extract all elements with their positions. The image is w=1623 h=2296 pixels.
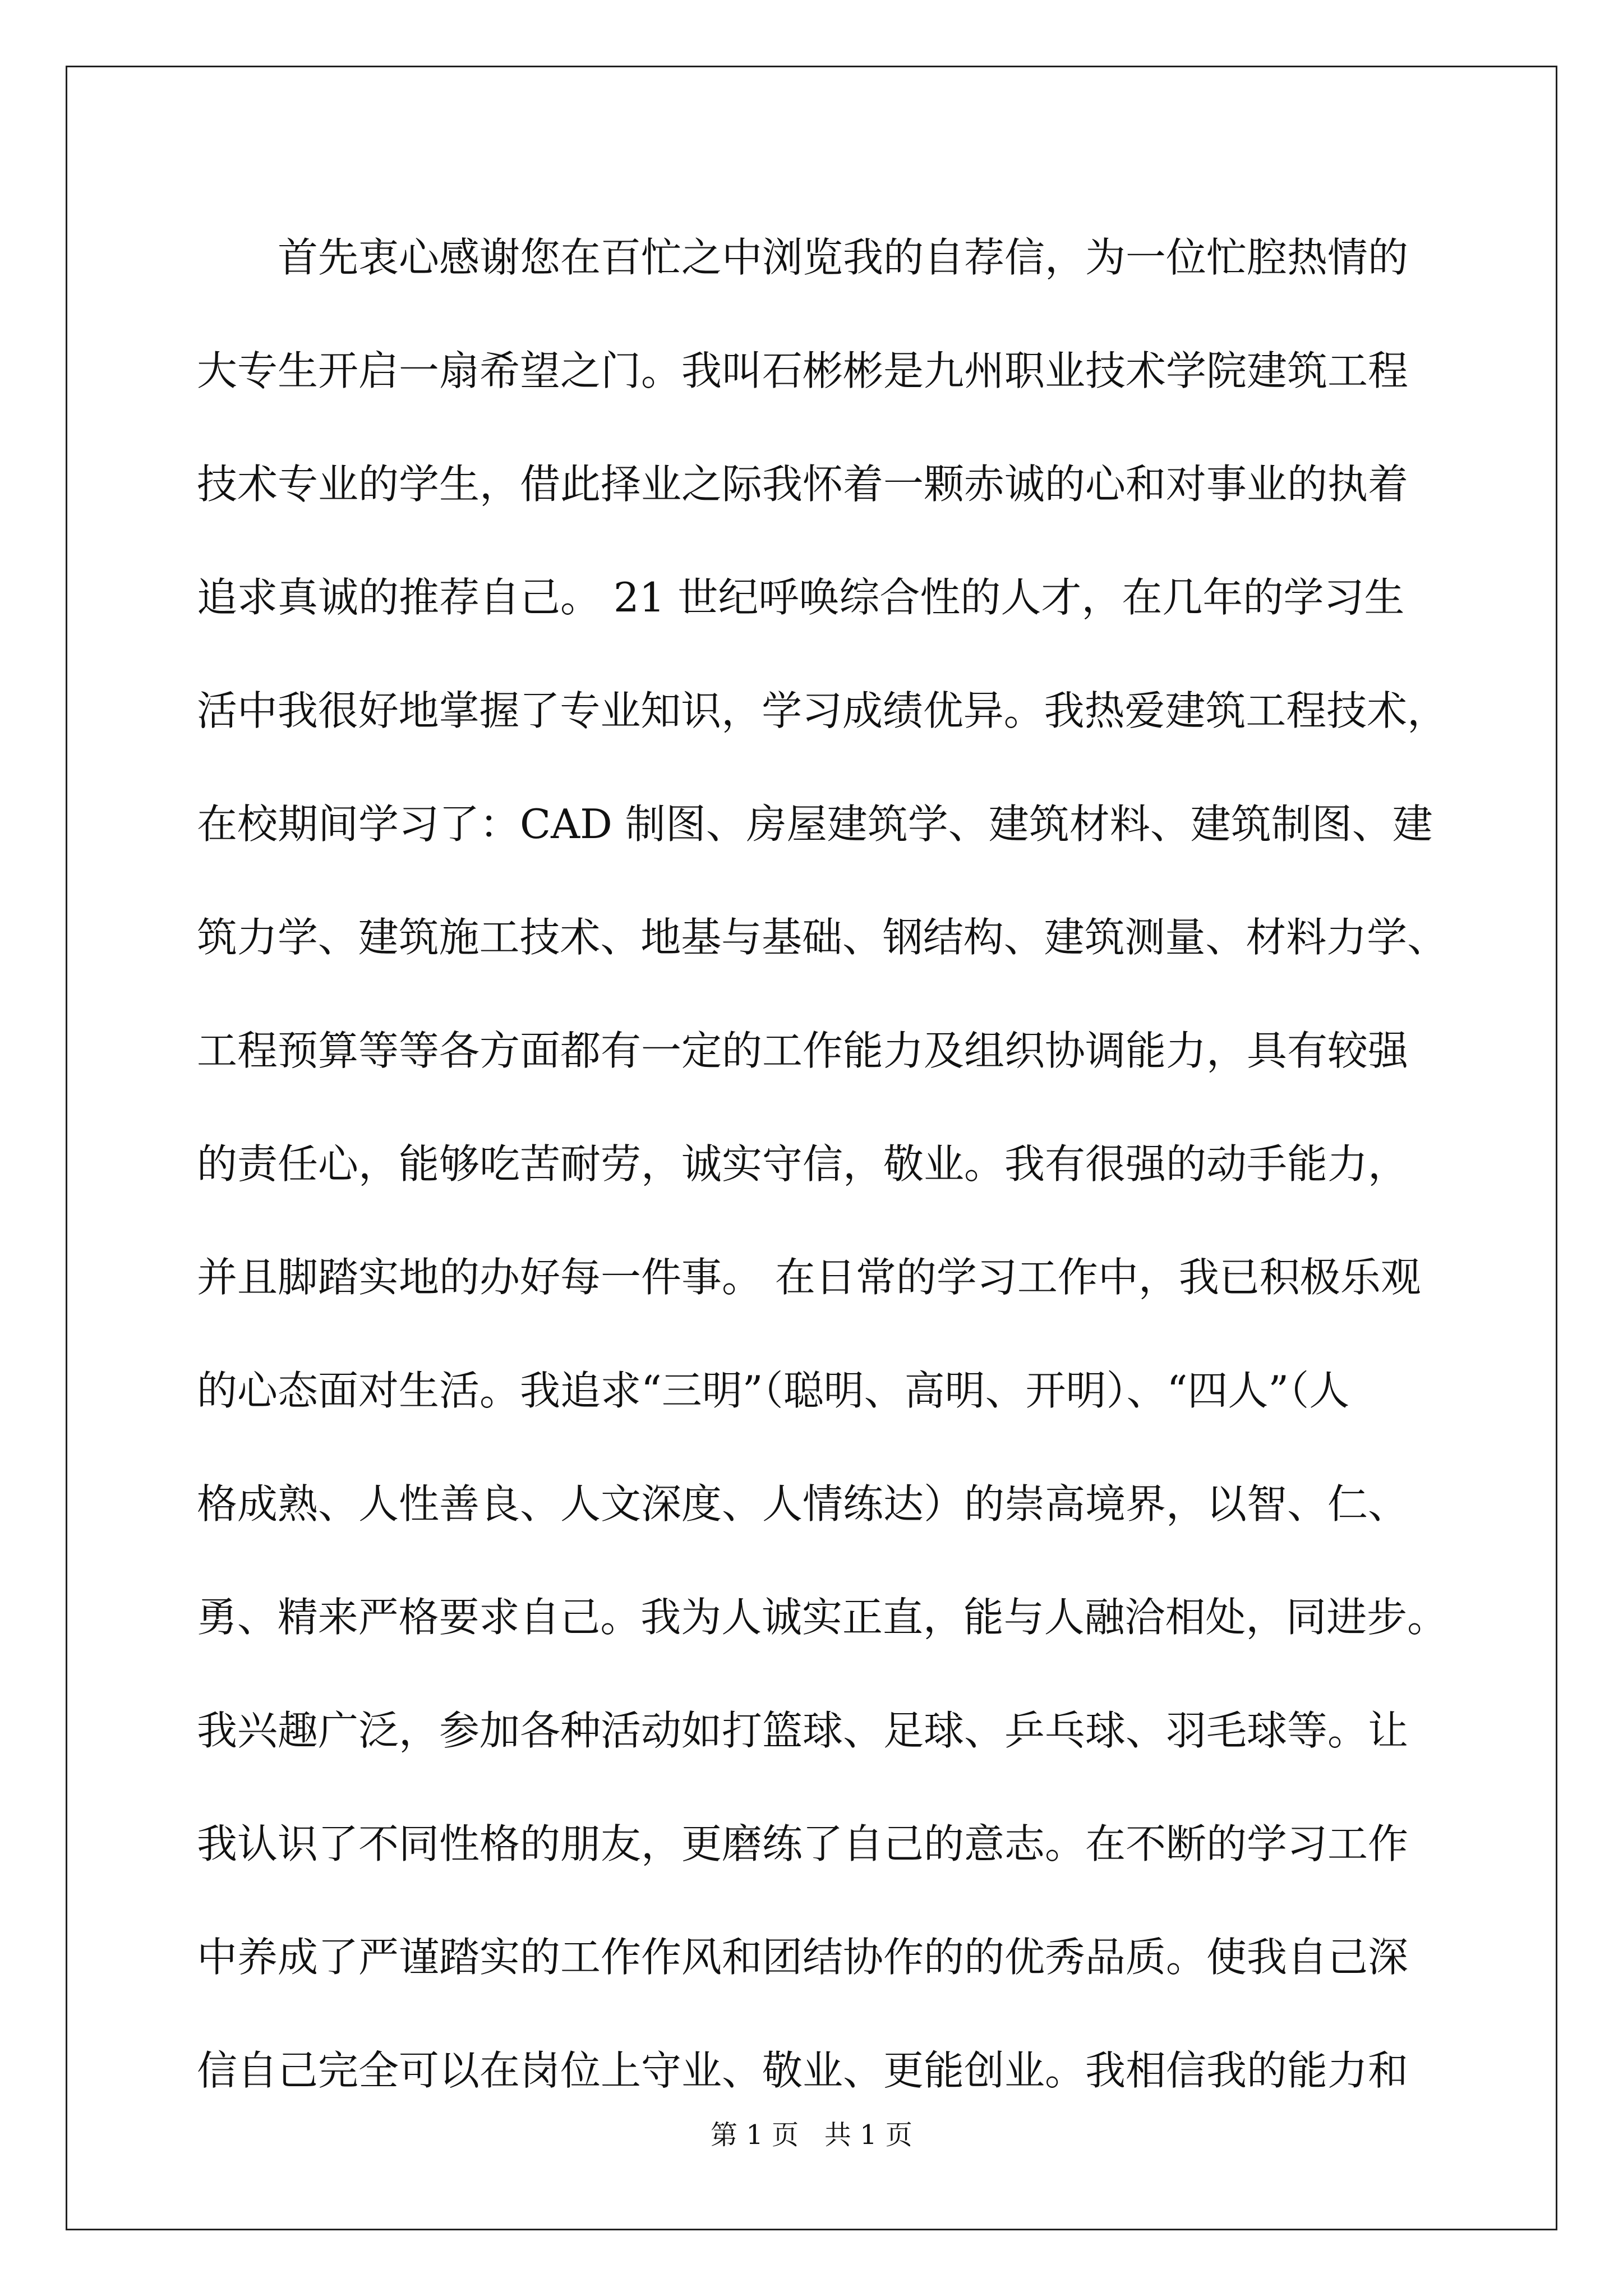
text-line: 格成熟、人性善良、人文深度、人情练达）的崇高境界，以智、仁、 [197,1480,1409,1527]
text-line: 追求真诚的推荐自己。 21 世纪呼唤综合性的人才，在几年的学习生 [197,574,1405,621]
text-line: 并且脚踏实地的办好每一件事。 在日常的学习工作中，我已积极乐观 [197,1254,1421,1301]
text-line: 我认识了不同性格的朋友，更磨练了自己的意志。在不断的学习工作 [197,1820,1409,1867]
text-line: 信自己完全可以在岗位上守业、敬业、更能创业。我相信我的能力和 [197,2047,1409,2094]
text-line: 首先衷心感谢您在百忙之中浏览我的自荐信，为一位忙腔热情的 [197,234,1409,281]
text-line: 勇、精来严格要求自己。我为人诚实正直，能与人融洽相处，同进步。 [197,1594,1448,1641]
text-line: 的心态面对生活。我追求“三明”（聪明、高明、开明）、“四人”（人 [197,1367,1350,1414]
text-line: 活中我很好地掌握了专业知识，学习成绩优异。我热爱建筑工程技术， [197,687,1448,734]
text-line: 筑力学、建筑施工技术、地基与基础、钢结构、建筑测量、材料力学、 [197,914,1448,961]
letter-body [197,223,1447,2150]
text-line: 我兴趣广泛，参加各种活动如打篮球、足球、乒乓球、羽毛球等。让 [197,1707,1409,1754]
text-line: 工程预算等等各方面都有一定的工作能力及组织协调能力，具有较强 [197,1027,1409,1074]
text-line: 大专生开启一扇希望之门。我叫石彬彬是九州职业技术学院建筑工程 [197,347,1409,394]
text-line: 技术专业的学生，借此择业之际我怀着一颗赤诚的心和对事业的执着 [197,461,1409,508]
text-line: 中养成了严谨踏实的工作作风和团结协作的的优秀品质。使我自己深 [197,1934,1409,1981]
text-line: 的责任心，能够吃苦耐劳，诚实守信，敬业。我有很强的动手能力， [197,1140,1409,1188]
page-footer: 第 1 页 共 1 页 [711,2119,912,2151]
text-line: 在校期间学习了：CAD 制图、房屋建筑学、建筑材料、建筑制图、建 [197,800,1433,848]
